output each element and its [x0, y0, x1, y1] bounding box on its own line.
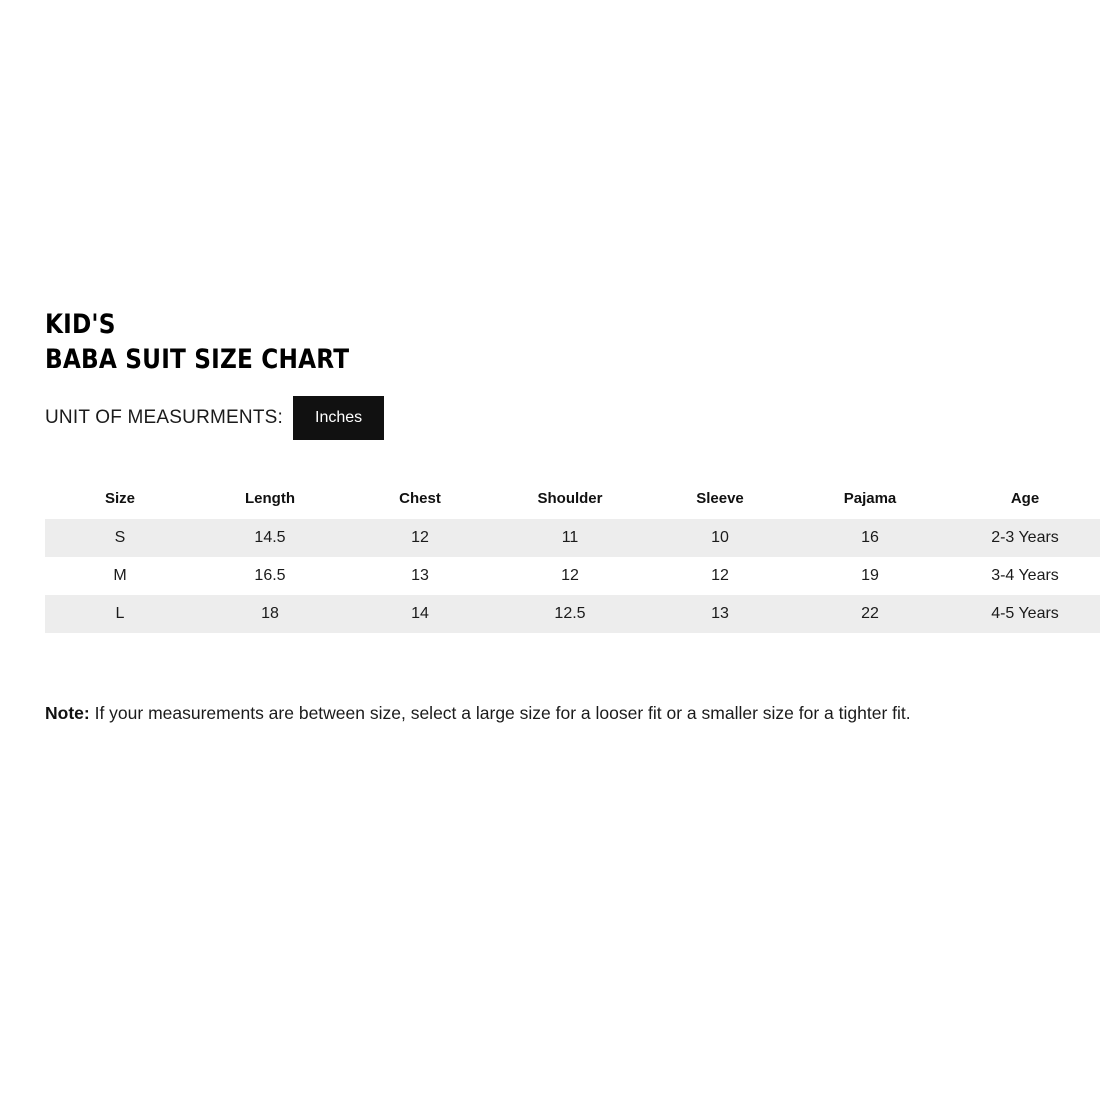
table-header-chest: Chest — [345, 490, 495, 519]
table-row — [45, 595, 1100, 633]
size-table — [45, 490, 1100, 633]
cell-sleeve: 12 — [645, 557, 795, 595]
table-header-age: Age — [945, 490, 1100, 519]
page-title — [45, 310, 1055, 374]
unit-value-badge: Inches — [293, 396, 384, 440]
cell-size: L — [45, 595, 195, 633]
cell-length: 18 — [195, 595, 345, 633]
cell-age: 3-4 Years — [945, 557, 1100, 595]
table-header-length: Length — [195, 490, 345, 519]
unit-label: UNIT OF MEASURMENTS: — [45, 407, 283, 429]
cell-chest: 13 — [345, 557, 495, 595]
table-header-size: Size — [45, 490, 195, 519]
cell-pajama: 22 — [795, 595, 945, 633]
table-row — [45, 519, 1100, 557]
cell-chest: 14 — [345, 595, 495, 633]
cell-sleeve: 13 — [645, 595, 795, 633]
title-line-2: BABA SUIT SIZE CHART — [45, 344, 350, 376]
cell-pajama: 16 — [795, 519, 945, 557]
cell-size: S — [45, 519, 195, 557]
table-row — [45, 557, 1100, 595]
title-line-1: KID'S — [45, 309, 116, 340]
unit-of-measurement-row — [45, 396, 1055, 440]
note-text — [45, 701, 950, 726]
table-header-row — [45, 490, 1100, 519]
cell-shoulder: 12.5 — [495, 595, 645, 633]
cell-age: 4-5 Years — [945, 595, 1100, 633]
cell-age: 2-3 Years — [945, 519, 1100, 557]
size-chart-document — [45, 309, 1059, 727]
note-label: Note: — [45, 703, 90, 724]
note-body: If your measurements are between size, select a large size for a looser fit or a smaller size for a tighter fit. — [89, 703, 911, 724]
table-header-pajama: Pajama — [795, 490, 945, 519]
table-header-shoulder: Shoulder — [495, 490, 645, 519]
table-header-sleeve: Sleeve — [645, 490, 795, 519]
cell-shoulder: 11 — [495, 519, 645, 557]
cell-size: M — [45, 557, 195, 595]
cell-length: 14.5 — [195, 519, 345, 557]
cell-chest: 12 — [345, 519, 495, 557]
cell-pajama: 19 — [795, 557, 945, 595]
cell-length: 16.5 — [195, 557, 345, 595]
cell-sleeve: 10 — [645, 519, 795, 557]
cell-shoulder: 12 — [495, 557, 645, 595]
